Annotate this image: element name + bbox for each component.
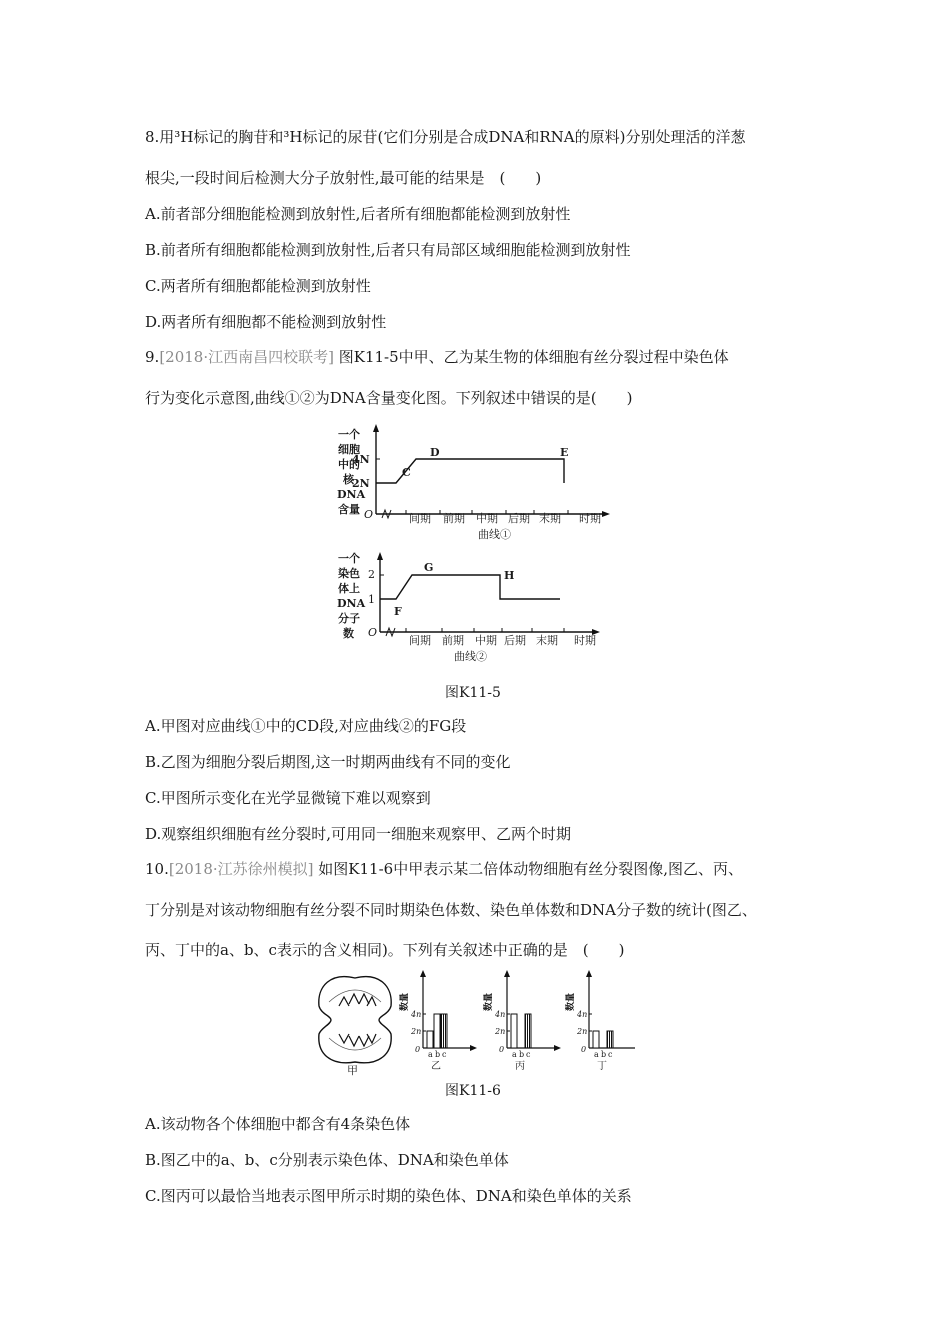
q10-option-c: C.图丙可以最恰当地表示图甲所示时期的染色体、DNA和染色单体的关系 [145, 1187, 632, 1205]
q10-option-a: A.该动物各个体细胞中都含有4条染色体 [145, 1115, 411, 1133]
bing-origin: 0 [499, 1045, 505, 1054]
curve2-xcat-anaphase: 后期 [504, 634, 526, 647]
q10-stem-line3: 丙、丁中的a、b、c表示的含义相同)。下列有关叙述中正确的是 ( ) [145, 941, 625, 959]
q10-source-tag: [2018·江苏徐州模拟] [168, 860, 314, 878]
curve2-ylabel-4: DNA [337, 597, 366, 610]
curve2-ytick-2: 2 [368, 568, 375, 581]
curve2-origin: O [368, 626, 378, 639]
curve1-label-c: C [402, 466, 411, 479]
q8-stem-line1: 8.用³H标记的胸苷和³H标记的尿苷(它们分别是合成DNA和RNA的原料)分别处理活的洋葱 [145, 128, 746, 146]
yi-x-arrow [470, 1045, 477, 1051]
bing-ytick-0: 2n [495, 1027, 506, 1036]
yi-ylabel: 数量 [400, 992, 410, 1012]
ding-y-arrow [586, 970, 592, 977]
curve2-ytick-1: 1 [368, 593, 375, 606]
bing-bar-a [511, 1014, 517, 1048]
q8-stem-line2: 根尖,一段时间后检测大分子放射性,最可能的结果是 ( ) [145, 169, 542, 187]
curve1-origin: O [364, 508, 374, 521]
curve1-ytick-4n: 4N [352, 453, 370, 466]
curve2-xcat-telophase: 末期 [536, 634, 558, 647]
curve1-x-arrow [602, 511, 610, 517]
curve1-ytick-2n: 2N [352, 477, 370, 490]
curve1-xcat-interphase: 间期 [409, 512, 431, 525]
curve1-xcat-prophase: 前期 [443, 512, 465, 525]
q10-stem-text: 如图K11-6中甲表示某二倍体动物细胞有丝分裂图像,图乙、丙、 [318, 860, 743, 878]
ding-xcat-b: b [601, 1050, 607, 1059]
bing-title: 丙 [515, 1061, 525, 1072]
curve1-label-e: E [560, 446, 569, 459]
figure-k11-6 [315, 968, 635, 1076]
curve2-xlabel: 时期 [574, 634, 596, 647]
curve2-ylabel-1: 一个 [338, 552, 360, 565]
curve1-ylabel-3: 中的 [338, 458, 360, 471]
curve2-chart [337, 551, 600, 663]
ding-xcat-a: a [594, 1050, 599, 1059]
curve1-xlabel: 时期 [579, 512, 601, 525]
curve2-ylabel-2: 染色 [338, 567, 360, 580]
bar-chart-yi [398, 970, 477, 1072]
bing-xcat-a: a [512, 1050, 517, 1059]
yi-y-arrow [420, 970, 426, 977]
ding-origin: 0 [581, 1045, 587, 1054]
curve1-ylabel-6: 含量 [338, 503, 360, 516]
bing-ytick-1: 4n [495, 1010, 506, 1019]
bar-chart-bing [482, 970, 561, 1072]
curve1-xcat-anaphase: 后期 [508, 512, 530, 525]
ding-bar-a [593, 1031, 599, 1048]
cell-diagram-jia [319, 977, 391, 1076]
ding-xcat-c: c [608, 1050, 613, 1059]
curve1-xcat-metaphase: 中期 [476, 512, 498, 525]
yi-ytick-1: 4n [411, 1010, 422, 1019]
q8-option-d: D.两者所有细胞都不能检测到放射性 [145, 313, 387, 331]
curve1-axis-break [382, 510, 391, 518]
q10-number: 10. [145, 860, 169, 878]
yi-origin: 0 [415, 1045, 421, 1054]
q10-stem-line1 [145, 859, 743, 879]
ding-ytick-0: 2n [577, 1027, 588, 1036]
curve2-xcat-prophase: 前期 [442, 634, 464, 647]
chromosomes-lower [339, 1034, 376, 1046]
curve2-label-g: G [424, 561, 434, 574]
q9-stem-text: 图K11-5中甲、乙为某生物的体细胞有丝分裂过程中染色体 [338, 348, 729, 366]
q10-option-b: B.图乙中的a、b、c分别表示染色体、DNA和染色单体 [145, 1151, 509, 1169]
curve2-label-f: F [394, 605, 402, 618]
bing-bar-c [525, 1014, 531, 1048]
bing-x-arrow [554, 1045, 561, 1051]
cell-label-jia: 甲 [347, 1064, 358, 1076]
q9-option-d: D.观察组织细胞有丝分裂时,可用同一细胞来观察甲、乙两个时期 [145, 825, 572, 843]
q9-option-a: A.甲图对应曲线①中的CD段,对应曲线②的FG段 [145, 717, 467, 735]
ding-title: 丁 [597, 1061, 607, 1072]
curve2-label-h: H [504, 569, 515, 582]
bing-xcat-c: c [526, 1050, 531, 1059]
curve2-xcat-interphase: 间期 [409, 634, 431, 647]
yi-xcat-c: c [442, 1050, 447, 1059]
yi-bar-a [427, 1031, 433, 1048]
yi-title: 乙 [431, 1061, 441, 1072]
bar-chart-ding [564, 970, 635, 1072]
curve2-line [380, 575, 560, 599]
curve2-ylabel-3: 体上 [338, 582, 360, 595]
curve1-ylabel-2: 细胞 [338, 443, 360, 456]
yi-bar-c [441, 1014, 447, 1048]
figure-k11-5 [330, 422, 630, 672]
curve2-ylabel-5: 分子 [338, 612, 360, 625]
curve2-y-arrow [377, 552, 383, 560]
curve2-xcat-metaphase: 中期 [475, 634, 497, 647]
chromosomes-upper [339, 994, 376, 1006]
q9-number: 9. [145, 348, 160, 366]
ding-ylabel: 数量 [566, 992, 576, 1012]
q9-option-b: B.乙图为细胞分裂后期图,这一时期两曲线有不同的变化 [145, 753, 511, 771]
curve1-title: 曲线① [478, 528, 511, 541]
q9-source-tag: [2018·江西南昌四校联考] [159, 348, 334, 366]
q10-stem-line2: 丁分别是对该动物细胞有丝分裂不同时期染色体数、染色单体数和DNA分子数的统计(图乙、 [145, 901, 757, 919]
bing-ylabel: 数量 [484, 992, 494, 1012]
q9-stem-line1 [145, 347, 729, 367]
curve2-title: 曲线② [454, 650, 487, 663]
curve1-ylabel-5: DNA [337, 488, 366, 501]
yi-xcat-a: a [428, 1050, 433, 1059]
q8-option-c: C.两者所有细胞都能检测到放射性 [145, 277, 371, 295]
yi-ytick-0: 2n [411, 1027, 422, 1036]
q8-option-b: B.前者所有细胞都能检测到放射性,后者只有局部区域细胞能检测到放射性 [145, 241, 631, 259]
curve1-label-d: D [430, 446, 440, 459]
q9-stem-line2: 行为变化示意图,曲线①②为DNA含量变化图。下列叙述中错误的是( ) [145, 389, 633, 407]
curve1-xcat-telophase: 末期 [539, 512, 561, 525]
curve1-ylabel-4: 核 [343, 473, 354, 486]
curve2-axis-break [386, 628, 395, 636]
curve1-y-arrow [373, 424, 379, 432]
q9-option-c: C.甲图所示变化在光学显微镜下难以观察到 [145, 789, 431, 807]
yi-bar-b [434, 1014, 440, 1048]
yi-xcat-b: b [435, 1050, 441, 1059]
ding-bar-c [607, 1031, 613, 1048]
curve1-ylabel-1: 一个 [338, 428, 360, 441]
bing-xcat-b: b [519, 1050, 525, 1059]
bing-y-arrow [504, 970, 510, 977]
curve1-chart [337, 424, 610, 541]
figure-k11-6-caption: 图K11-6 [445, 1083, 501, 1099]
ding-ytick-1: 4n [577, 1010, 588, 1019]
q8-option-a: A.前者部分细胞能检测到放射性,后者所有细胞都能检测到放射性 [145, 205, 571, 223]
curve2-ylabel-6: 数 [343, 627, 354, 640]
figure-k11-5-caption: 图K11-5 [445, 685, 501, 701]
